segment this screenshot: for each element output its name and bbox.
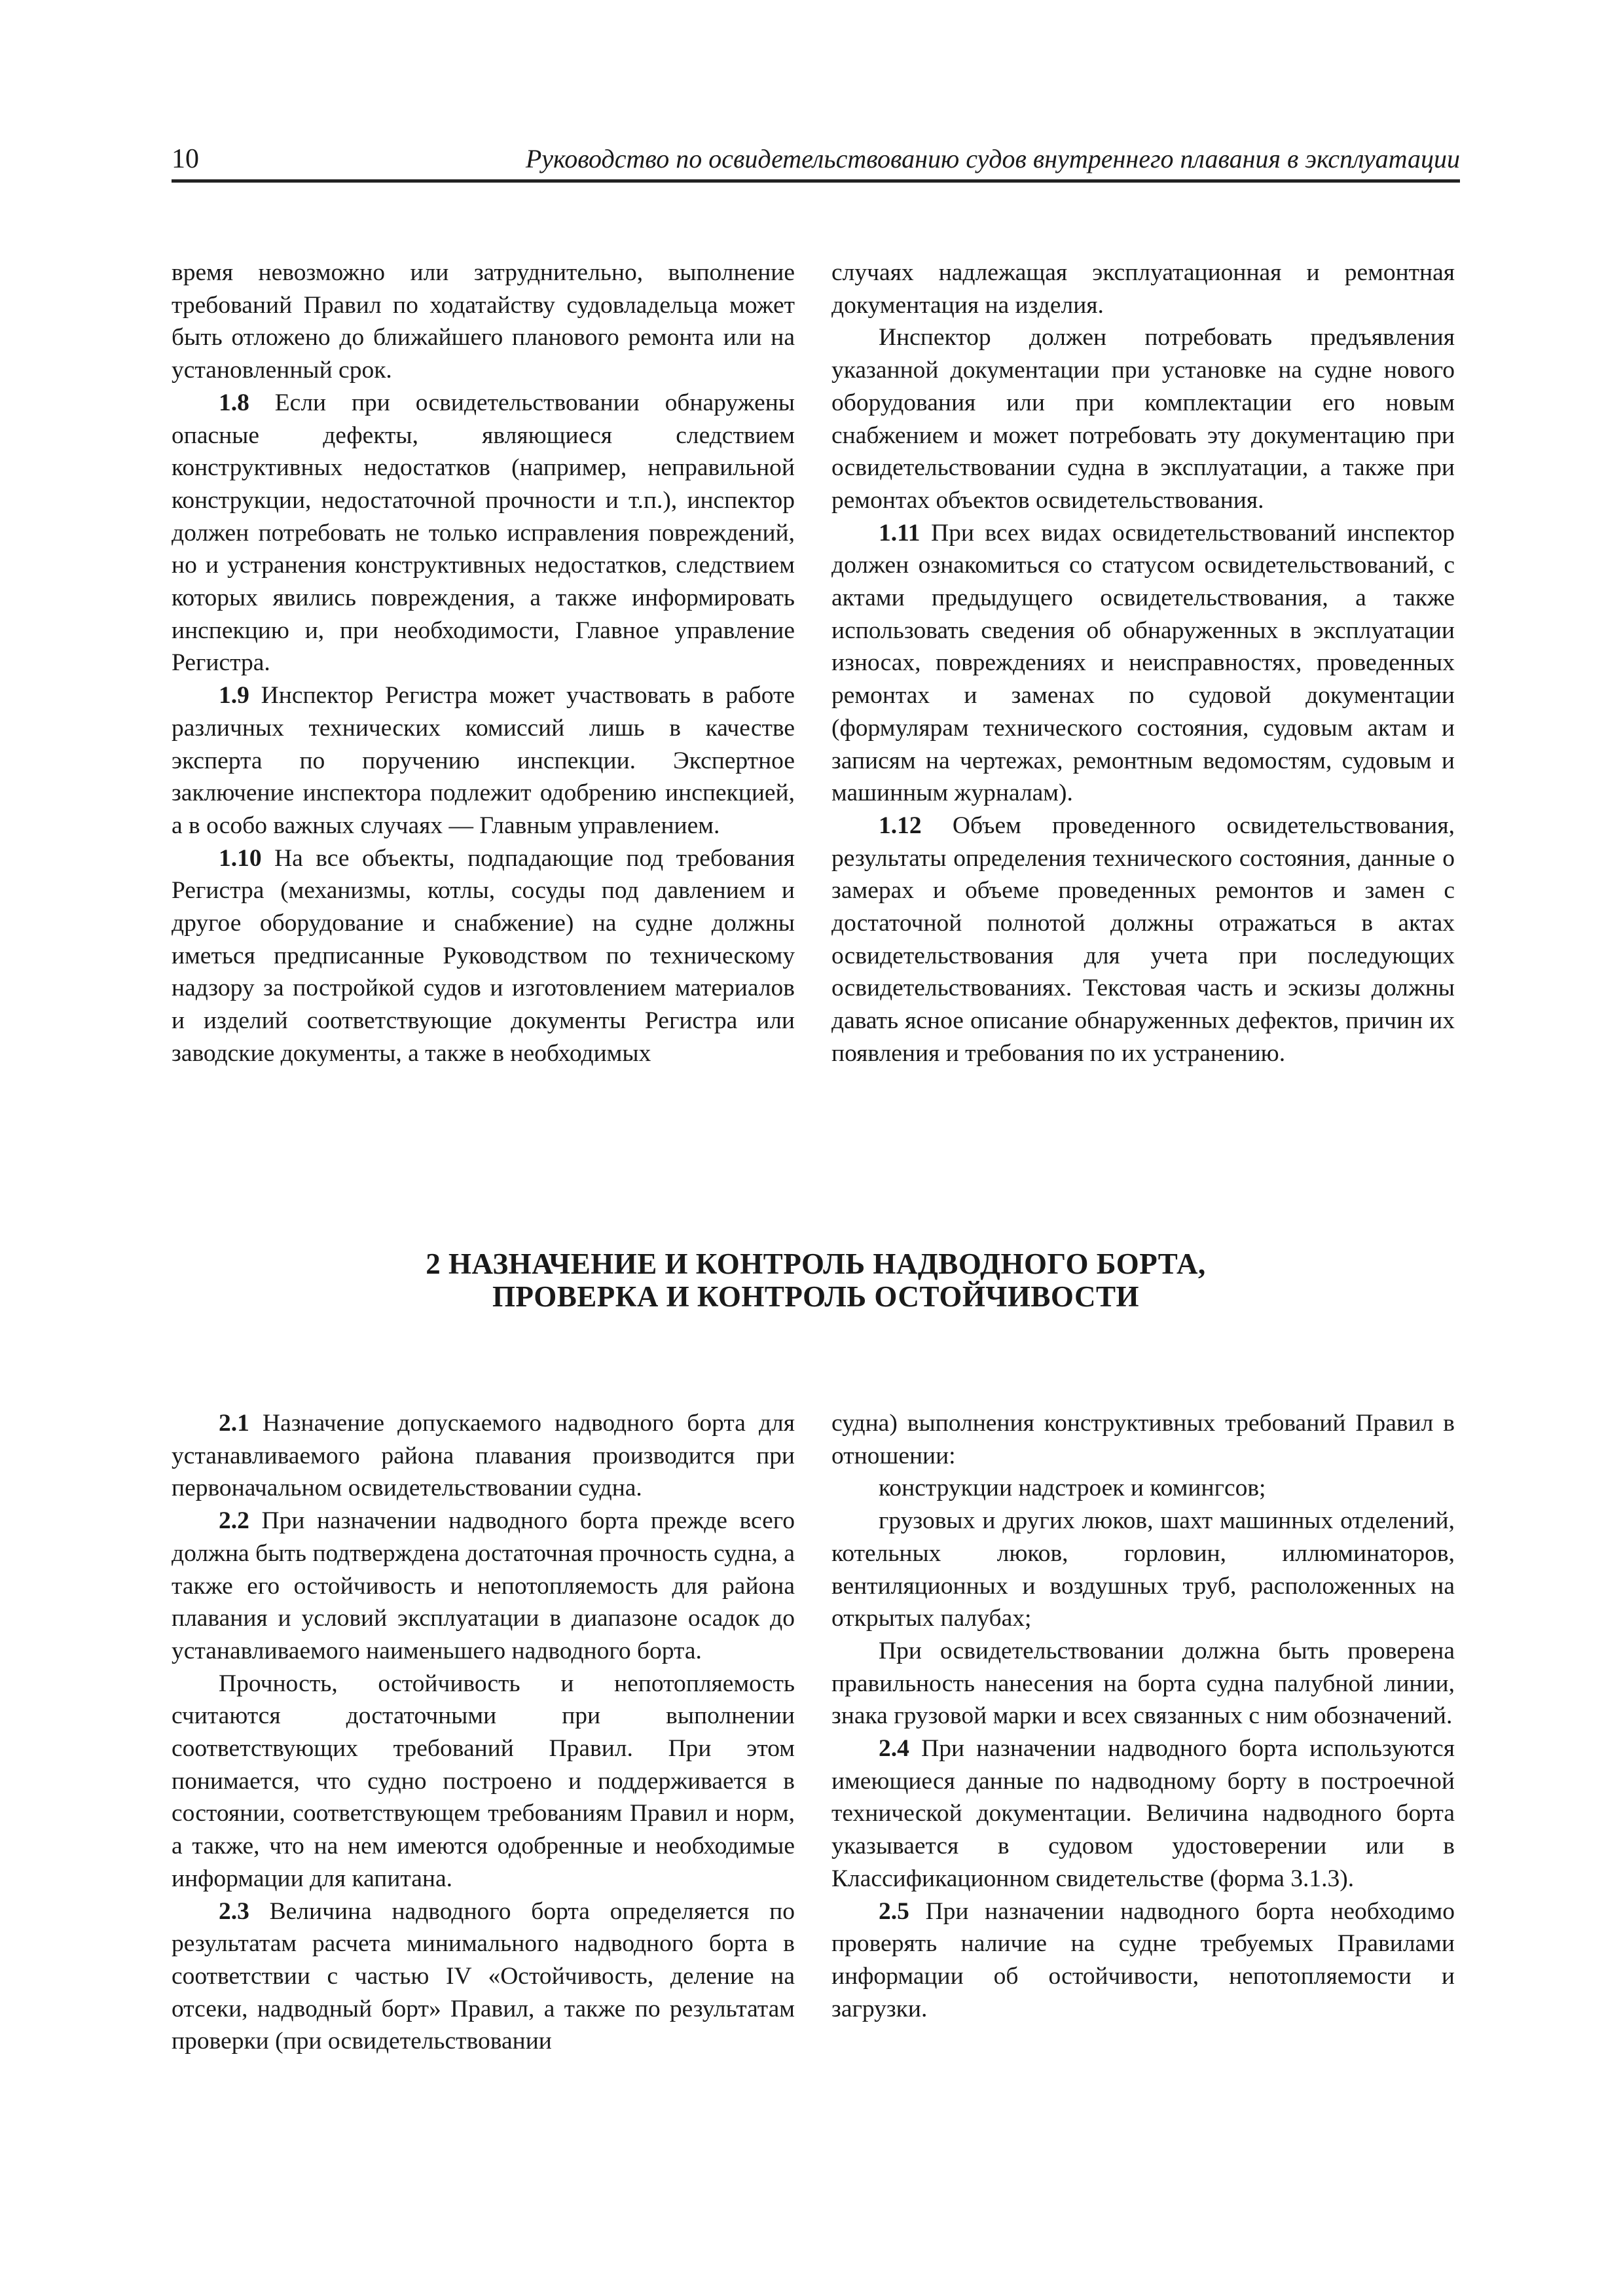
bottom-right-column (831, 1407, 1455, 2025)
clause-number: 2.5 (879, 1897, 909, 1925)
clause-number: 1.10 (219, 844, 262, 872)
paragraph-2-4 (831, 1732, 1455, 1895)
clause-text: Величина надводного борта определяется по результатам расчета минимального надводного борта в соответствии с частью IV «Остойчивость, деление на отсеки, надводный борт» Правил, а также по результатам проверки (при освидетельствовании (172, 1897, 795, 2055)
top-left-column (172, 257, 795, 1070)
clause-text: При всех видах освидетельствований инспектор должен ознакомиться со статусом освидетельствований, с актами предыдущего освидетельствования, а также использовать сведения об обнаруженных в эксплуатации износах, повреждениях и неисправностях, проведенных ремонтах и заменах по судовой документации (формулярам технического состояния, судовым актам и записям на чертежах, ремонтным ведомостям, судовым и машинным журналам). (831, 519, 1455, 807)
paragraph-2-2 (172, 1505, 795, 1668)
bottom-left-column (172, 1407, 795, 2058)
paragraph: Инспектор должен потребовать предъявления указанной документации при установке на судне нового оборудования или при комплектации его новым снабжением и может потребовать эту документацию при освидетельствовании судна в эксплуатации, а также при ремонтах объектов освидетельствования. (831, 324, 1455, 514)
paragraph-1-9 (172, 679, 795, 842)
paragraph-2-3 (172, 1895, 795, 2058)
paragraph-2-1 (172, 1407, 795, 1505)
paragraph-1-10 (172, 842, 795, 1070)
top-right-column (831, 257, 1455, 1070)
paragraph-1-12 (831, 810, 1455, 1070)
paragraph: При освидетельствовании должна быть проверена правильность нанесения на борта судна палубной линии, знака грузовой марки и всех связанных с ним обозначений. (831, 1637, 1455, 1730)
section-heading (172, 1247, 1460, 1313)
page-header (172, 143, 1460, 183)
paragraph-1-8 (172, 387, 795, 679)
clause-number: 1.9 (219, 682, 249, 709)
clause-number: 1.11 (879, 519, 921, 547)
clause-text: Объем проведенного освидетельствования, результаты определения технического состояния, данные о замерах и объеме проведенных ремонтов и замен с достаточной полнотой должны отражаться в актах освидетельствования для учета при последующих освидетельствованиях. Текстовая часть и эскизы должны давать ясное описание обнаруженных дефектов, причин их появления и требования по их устранению. (831, 812, 1455, 1067)
clause-number: 1.8 (219, 389, 249, 416)
paragraph: Прочность, остойчивость и непотопляемость считаются достаточными при выполнении соответствующих требований Правил. При этом понимается, что судно построено и поддерживается в состоянии, соответствующем требованиям Правил и норм, а также, что на нем имеются одобренные и необходимые информации для капитана. (172, 1670, 795, 1892)
section-heading-line-2: ПРОВЕРКА И КОНТРОЛЬ ОСТОЙЧИВОСТИ (492, 1280, 1139, 1313)
clause-text: Инспектор Регистра может участвовать в работе различных технических комиссий лишь в качестве эксперта по поручению инспекции. Экспертное заключение инспектора подлежит одобрению инспекцией, а в особо важных случаях — Главным управлением. (172, 682, 795, 839)
running-title: Руководство по освидетельствованию судов внутреннего плавания в эксплуатации (525, 144, 1460, 173)
paragraph-continued: судна) выполнения конструктивных требований Правил в отношении: (831, 1410, 1455, 1469)
clause-text: При назначении надводного борта необходимо проверять наличие на судне требуемых Правилами информации об остойчивости, непотопляемости и загрузки. (831, 1897, 1455, 2022)
clause-number: 2.2 (219, 1507, 249, 1535)
clause-number: 2.4 (879, 1735, 909, 1763)
paragraph-2-5 (831, 1895, 1455, 2026)
paragraph-continued: случаях надлежащая эксплуатационная и ремонтная документация на изделия. (831, 259, 1455, 319)
section-heading-line-1: 2 НАЗНАЧЕНИЕ И КОНТРОЛЬ НАДВОДНОГО БОРТА, (426, 1247, 1206, 1280)
list-item: конструкции надстроек и комингсов; (879, 1475, 1266, 1502)
paragraph-1-11 (831, 517, 1455, 810)
clause-text: При назначении надводного борта используются имеющиеся данные по надводному борту в построечной технической документации. Величина надводного борта указывается в судовом удостоверении или в Классификационном свидетельстве (форма 3.1.3). (831, 1735, 1455, 1892)
page-number: 10 (172, 144, 199, 174)
clause-number: 2.3 (219, 1897, 249, 1925)
clause-text: Назначение допускаемого надводного борта для устанавливаемого района плавания производится при первоначальном освидетельствовании судна. (172, 1410, 795, 1502)
clause-number: 1.12 (879, 812, 922, 839)
paragraph-continued: время невозможно или затруднительно, выполнение требований Правил по ходатайству судовладельца может быть отложено до ближайшего планового ремонта или на установленный срок. (172, 259, 795, 384)
clause-text: Если при освидетельствовании обнаружены опасные дефекты, являющиеся следствием конструктивных недостатков (например, неправильной конструкции, недостаточной прочности и т.п.), инспектор должен потребовать не только исправления повреждений, но и устранения конструктивных недостатков, следствием которых явились повреждения, а также информировать инспекцию и, при необходимости, Главное управление Регистра. (172, 389, 795, 677)
list-item: грузовых и других люков, шахт машинных отделений, котельных люков, горловин, иллюминаторов, вентиляционных и воздушных труб, расположенных на открытых палубах; (831, 1507, 1455, 1632)
clause-text: На все объекты, подпадающие под требования Регистра (механизмы, котлы, сосуды под давлением и другое оборудование и снабжение) на судне должны иметься предписанные Руководством по техническому надзору за постройкой судов и изготовлением материалов и изделий соответствующие документы Регистра или заводские документы, а также в необходимых (172, 844, 795, 1067)
clause-number: 2.1 (219, 1410, 249, 1437)
clause-text: При назначении надводного борта прежде всего должна быть подтверждена достаточная прочность судна, а также его остойчивость и непотопляемость для района плавания и условий эксплуатации в диапазоне осадок до устанавливаемого наименьшего надводного борта. (172, 1507, 795, 1664)
